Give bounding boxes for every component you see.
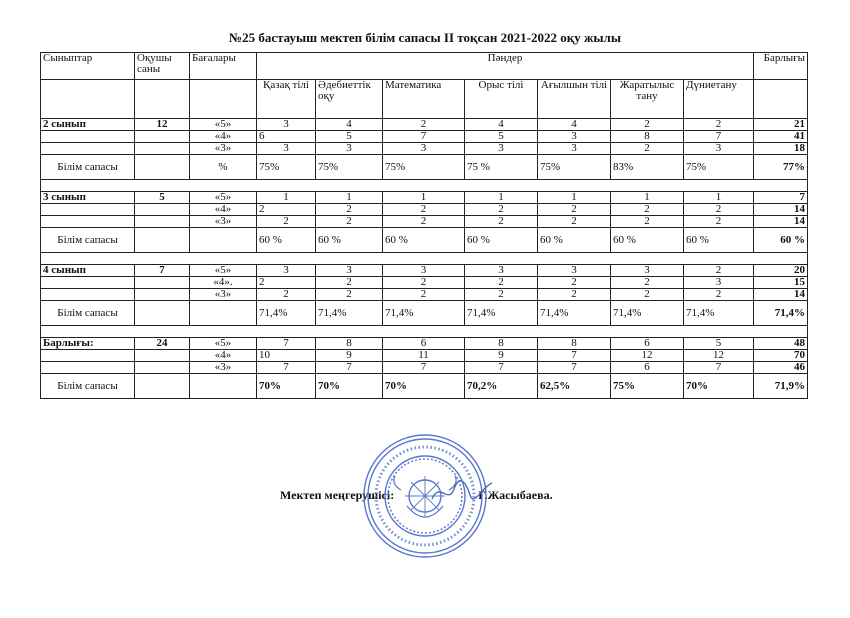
subject-math: Математика	[383, 80, 465, 119]
subject-science: Жаратылыс тану	[611, 80, 684, 119]
table-row	[41, 338, 808, 350]
grade-count: 1	[611, 192, 684, 204]
grade-count: 3	[257, 265, 316, 277]
grade-count: 2	[257, 204, 316, 216]
grade-label: «4»	[190, 204, 257, 216]
quality-label: Білім сапасы	[41, 228, 135, 253]
grade-count: 3	[538, 131, 611, 143]
quality-value: 60 %	[316, 228, 383, 253]
grade-label: «4».	[190, 277, 257, 289]
grade-count: 4	[316, 119, 383, 131]
grade-count: 2	[316, 216, 383, 228]
quality-value: 75%	[383, 155, 465, 180]
header-class: Сыныптар	[41, 53, 135, 80]
grade-label: «5»	[190, 338, 257, 350]
empty-cell	[41, 216, 135, 228]
grade-count: 7	[257, 338, 316, 350]
grade-count: 12	[611, 350, 684, 362]
quality-value: 71,4%	[383, 301, 465, 326]
quality-value: 70%	[257, 374, 316, 399]
grade-count: 2	[257, 289, 316, 301]
quality-row	[41, 155, 808, 180]
grade-count: 2	[465, 204, 538, 216]
grade-label: «4»	[190, 350, 257, 362]
table-row	[41, 277, 808, 289]
table-row	[41, 192, 808, 204]
empty-cell	[135, 228, 190, 253]
empty-cell	[135, 204, 190, 216]
subject-world: Дүниетану	[684, 80, 754, 119]
spacer-row	[41, 253, 808, 265]
director-role: Мектеп меңгерушісі:	[280, 488, 395, 502]
empty-cell	[135, 155, 190, 180]
empty-cell	[41, 350, 135, 362]
table-row	[41, 204, 808, 216]
row-total: 46	[754, 362, 808, 374]
grade-count: 5	[316, 131, 383, 143]
quality-value: 60 %	[257, 228, 316, 253]
grade-count: 2	[611, 143, 684, 155]
grade-count: 2	[611, 216, 684, 228]
grade-count: 2	[465, 277, 538, 289]
grade-count: 2	[538, 204, 611, 216]
grade-count: 9	[465, 350, 538, 362]
quality-label: Білім сапасы	[41, 301, 135, 326]
group-name: Барлығы:	[41, 338, 135, 350]
quality-value: 75%	[538, 155, 611, 180]
grade-label: «3»	[190, 143, 257, 155]
quality-value: 75%	[684, 155, 754, 180]
grade-count: 2	[684, 265, 754, 277]
empty-cell	[41, 143, 135, 155]
empty-cell	[41, 362, 135, 374]
subject-russian: Орыс тілі	[465, 80, 538, 119]
grade-count: 4	[538, 119, 611, 131]
grade-count: 7	[257, 362, 316, 374]
grade-count: 3	[316, 265, 383, 277]
grade-count: 2	[611, 204, 684, 216]
grade-count: 2	[465, 216, 538, 228]
quality-value: 71,4%	[684, 301, 754, 326]
quality-value: 75 %	[465, 155, 538, 180]
row-total: 15	[754, 277, 808, 289]
grade-table	[40, 52, 808, 399]
spacer-row	[41, 180, 808, 192]
grade-label: «3»	[190, 289, 257, 301]
table-row	[41, 119, 808, 131]
spacer-cell	[41, 253, 808, 265]
quality-value: 70,2%	[465, 374, 538, 399]
row-total: 18	[754, 143, 808, 155]
empty-cell	[41, 277, 135, 289]
group-count: 5	[135, 192, 190, 204]
grade-count: 7	[465, 362, 538, 374]
quality-row	[41, 228, 808, 253]
grade-count: 2	[383, 204, 465, 216]
header-grades: Бағалары	[190, 53, 257, 80]
group-name: 4 сынып	[41, 265, 135, 277]
grade-count: 3	[611, 265, 684, 277]
quality-value: 75%	[316, 155, 383, 180]
empty-cell	[135, 289, 190, 301]
table-row	[41, 289, 808, 301]
grade-count: 7	[538, 350, 611, 362]
row-total: 21	[754, 119, 808, 131]
group-count: 24	[135, 338, 190, 350]
quality-row	[41, 374, 808, 399]
table-row	[41, 350, 808, 362]
row-total: 70	[754, 350, 808, 362]
grade-count: 2	[316, 204, 383, 216]
quality-value: 62,5%	[538, 374, 611, 399]
row-total: 20	[754, 265, 808, 277]
quality-value: 71,4%	[538, 301, 611, 326]
grade-count: 1	[257, 192, 316, 204]
grade-count: 2	[684, 216, 754, 228]
header-total: Барлығы	[754, 53, 808, 80]
director-name: Г.Жасыбаева.	[478, 488, 553, 502]
grade-count: 2	[611, 119, 684, 131]
grade-count: 2	[316, 277, 383, 289]
subject-kazakh: Қазақ тілі	[257, 80, 316, 119]
grade-count: 1	[383, 192, 465, 204]
grade-count: 2	[611, 277, 684, 289]
group-name: 3 сынып	[41, 192, 135, 204]
grade-label: «5»	[190, 265, 257, 277]
subject-english: Ағылшын тілі	[538, 80, 611, 119]
empty-cell	[135, 301, 190, 326]
spacer-row	[41, 326, 808, 338]
grade-count: 3	[465, 143, 538, 155]
grade-count: 2	[383, 289, 465, 301]
grade-count: 12	[684, 350, 754, 362]
empty-cell	[135, 374, 190, 399]
grade-count: 2	[538, 277, 611, 289]
grade-count: 4	[465, 119, 538, 131]
empty-cell	[41, 131, 135, 143]
quality-value: 70%	[316, 374, 383, 399]
grade-count: 8	[465, 338, 538, 350]
grade-count: 9	[316, 350, 383, 362]
grade-count: 1	[684, 192, 754, 204]
quality-total: 60 %	[754, 228, 808, 253]
grade-count: 2	[383, 216, 465, 228]
grade-count: 3	[684, 143, 754, 155]
group-name: 2 сынып	[41, 119, 135, 131]
row-total: 41	[754, 131, 808, 143]
header-students: Оқушы саны	[135, 53, 190, 80]
quality-grade: %	[190, 155, 257, 180]
grade-count: 6	[383, 338, 465, 350]
quality-value: 60 %	[684, 228, 754, 253]
quality-value: 71,4%	[465, 301, 538, 326]
grade-count: 1	[538, 192, 611, 204]
table-row	[41, 216, 808, 228]
quality-grade	[190, 374, 257, 399]
quality-value: 60 %	[538, 228, 611, 253]
spacer-cell	[41, 180, 808, 192]
table-row	[41, 362, 808, 374]
grade-count: 3	[257, 143, 316, 155]
quality-value: 71,4%	[257, 301, 316, 326]
grade-count: 7	[383, 362, 465, 374]
grade-count: 3	[383, 265, 465, 277]
grade-count: 6	[257, 131, 316, 143]
grade-count: 7	[538, 362, 611, 374]
grade-count: 3	[538, 143, 611, 155]
grade-count: 2	[684, 289, 754, 301]
grade-count: 2	[257, 216, 316, 228]
grade-count: 1	[316, 192, 383, 204]
grade-count: 7	[684, 131, 754, 143]
grade-count: 2	[383, 119, 465, 131]
header-subjects: Пәндер	[257, 53, 754, 80]
quality-value: 75%	[257, 155, 316, 180]
grade-count: 10	[257, 350, 316, 362]
grade-count: 7	[684, 362, 754, 374]
grade-count: 3	[316, 143, 383, 155]
empty-cell	[41, 204, 135, 216]
grade-count: 1	[465, 192, 538, 204]
grade-count: 6	[611, 362, 684, 374]
grade-count: 3	[383, 143, 465, 155]
grade-count: 7	[316, 362, 383, 374]
quality-value: 83%	[611, 155, 684, 180]
grade-count: 2	[611, 289, 684, 301]
grade-count: 2	[257, 277, 316, 289]
grade-label: «3»	[190, 362, 257, 374]
empty-cell	[135, 216, 190, 228]
grade-label: «5»	[190, 192, 257, 204]
quality-value: 70%	[684, 374, 754, 399]
grade-count: 3	[684, 277, 754, 289]
quality-row	[41, 301, 808, 326]
quality-value: 71,4%	[316, 301, 383, 326]
quality-value: 71,4%	[611, 301, 684, 326]
row-total: 14	[754, 216, 808, 228]
grade-label: «4»	[190, 131, 257, 143]
table-row	[41, 265, 808, 277]
empty-cell	[135, 362, 190, 374]
grade-count: 2	[383, 277, 465, 289]
empty-cell	[135, 277, 190, 289]
quality-label: Білім сапасы	[41, 374, 135, 399]
row-total: 48	[754, 338, 808, 350]
grade-count: 7	[383, 131, 465, 143]
spacer-cell	[41, 326, 808, 338]
quality-total: 71,9%	[754, 374, 808, 399]
grade-count: 2	[684, 119, 754, 131]
empty-cell	[41, 289, 135, 301]
quality-value: 70%	[383, 374, 465, 399]
grade-count: 2	[684, 204, 754, 216]
grade-count: 3	[257, 119, 316, 131]
grade-count: 5	[465, 131, 538, 143]
grade-count: 3	[465, 265, 538, 277]
quality-grade	[190, 301, 257, 326]
grade-count: 2	[316, 289, 383, 301]
row-total: 14	[754, 204, 808, 216]
grade-count: 6	[611, 338, 684, 350]
quality-total: 71,4%	[754, 301, 808, 326]
quality-value: 60 %	[383, 228, 465, 253]
subject-literature: Әдебиеттік оқу	[316, 80, 383, 119]
grade-count: 8	[538, 338, 611, 350]
grade-count: 2	[538, 289, 611, 301]
quality-grade	[190, 228, 257, 253]
quality-value: 60 %	[611, 228, 684, 253]
grade-label: «3»	[190, 216, 257, 228]
signature-mark-icon	[430, 477, 494, 507]
grade-count: 5	[684, 338, 754, 350]
grade-label: «5»	[190, 119, 257, 131]
grade-count: 2	[465, 289, 538, 301]
empty-cell	[135, 131, 190, 143]
grade-count: 8	[316, 338, 383, 350]
quality-value: 75%	[611, 374, 684, 399]
grade-count: 2	[538, 216, 611, 228]
table-row	[41, 143, 808, 155]
empty-cell	[135, 350, 190, 362]
empty-cell	[135, 143, 190, 155]
grade-count: 8	[611, 131, 684, 143]
document-title: №25 бастауыш мектеп білім сапасы ІІ тоқсан 2021-2022 оқу жылы	[229, 30, 621, 45]
quality-total: 77%	[754, 155, 808, 180]
row-total: 7	[754, 192, 808, 204]
quality-label: Білім сапасы	[41, 155, 135, 180]
group-count: 12	[135, 119, 190, 131]
quality-value: 60 %	[465, 228, 538, 253]
row-total: 14	[754, 289, 808, 301]
grade-count: 3	[538, 265, 611, 277]
group-count: 7	[135, 265, 190, 277]
grade-count: 11	[383, 350, 465, 362]
table-row	[41, 131, 808, 143]
